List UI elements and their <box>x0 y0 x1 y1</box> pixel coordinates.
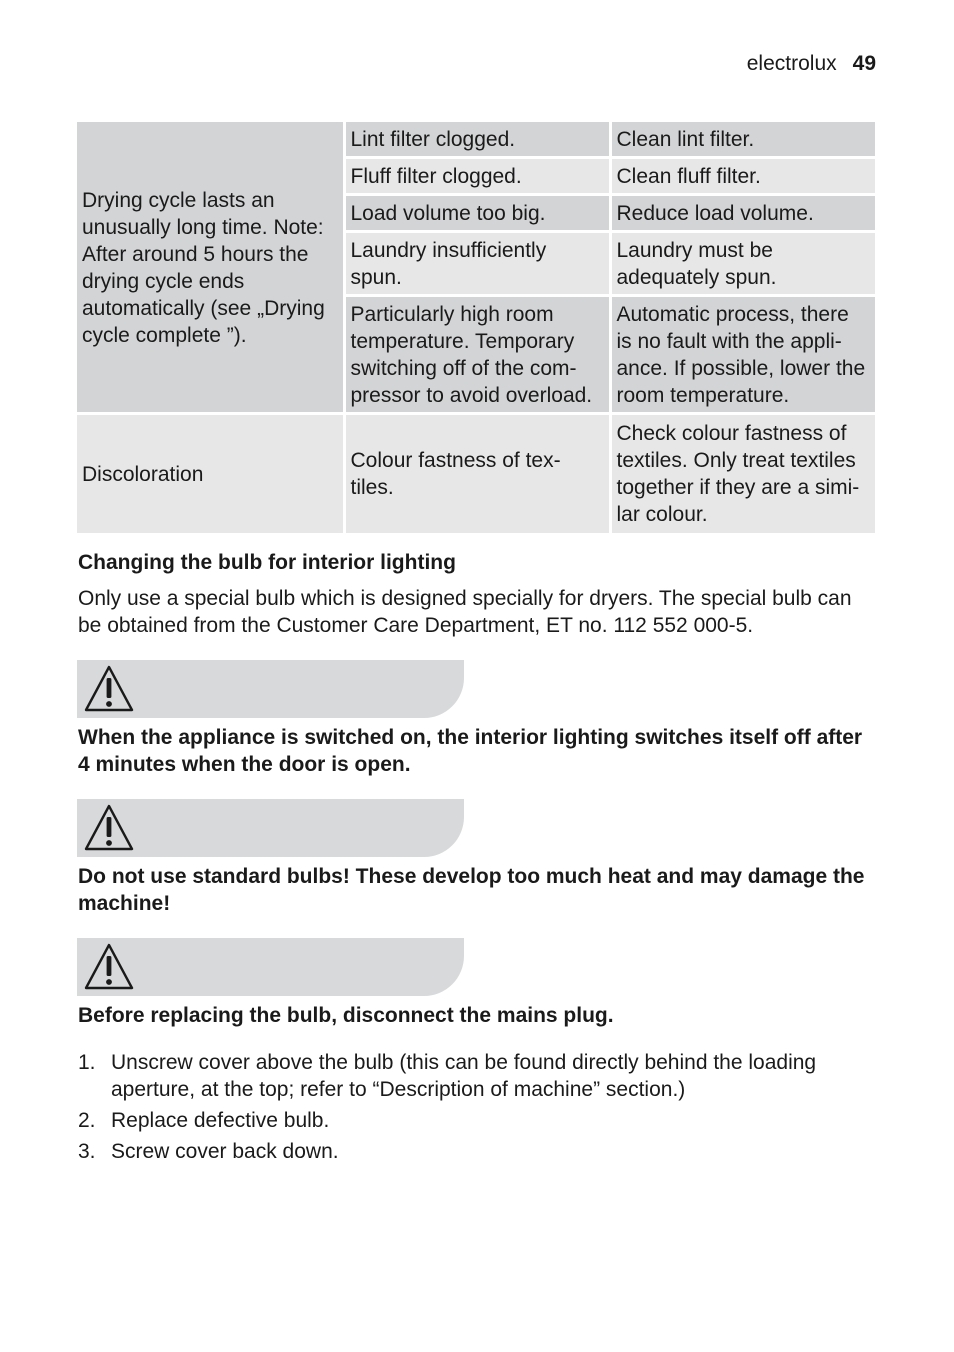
remedy-cell: Clean fluff filter. <box>610 158 875 195</box>
warning-text: Before replacing the bulb, disconnect the mains plug. <box>78 1004 614 1027</box>
remedy-cell: Check colour fastness of textiles. Only treat textiles together if they are a simi-lar colour. <box>610 414 875 533</box>
page-number: 49 <box>852 52 876 75</box>
list-item <box>78 1049 878 1103</box>
table-row <box>77 122 875 158</box>
warning-banner <box>77 938 464 996</box>
list-item <box>78 1107 878 1134</box>
page-header <box>747 52 876 76</box>
section-intro: Only use a special bulb which is designed specially for dryers. The special bulb can be obtained from the Customer Care Department, ET no. 112 552 000-5. <box>78 587 852 637</box>
remedy-cell: Clean lint filter. <box>610 122 875 158</box>
brand-name: electrolux <box>746 52 837 75</box>
problem-cell: Discoloration <box>77 414 344 533</box>
warning-banner <box>77 660 464 718</box>
cause-cell: Lint filter clogged. <box>344 122 610 158</box>
step-number: 3. <box>78 1140 96 1163</box>
remedy-cell: Reduce load volume. <box>610 195 875 232</box>
cause-cell: Particularly high room temperature. Temporary switching off of the com-pressor to avoid overload. <box>344 296 610 414</box>
problem-cell: Drying cycle lasts an unusually long time. Note: After around 5 hours the drying cycle ends automatically (see „Drying cycle complete ”). <box>77 122 344 414</box>
cause-cell: Fluff filter clogged. <box>344 158 610 195</box>
list-item <box>78 1138 878 1165</box>
warning-text: When the appliance is switched on, the interior lighting switches itself off after 4 minutes when the door is open. <box>78 726 863 776</box>
warning-triangle-icon <box>83 942 135 992</box>
troubleshooting-table <box>77 122 875 533</box>
remedy-cell: Laundry must be adequately spun. <box>610 232 875 296</box>
step-text: Replace defective bulb. <box>111 1109 330 1132</box>
cause-cell: Colour fastness of tex-tiles. <box>344 414 610 533</box>
steps-list <box>78 1049 878 1169</box>
warning-banner <box>77 799 464 857</box>
warning-triangle-icon <box>83 664 135 714</box>
table-row <box>77 414 875 533</box>
step-text: Unscrew cover above the bulb (this can be found directly behind the loading aperture, at the top; refer to “Description of machine” section.) <box>111 1051 817 1101</box>
step-number: 2. <box>78 1109 96 1132</box>
warning-triangle-icon <box>83 803 135 853</box>
cause-cell: Laundry insufficiently spun. <box>344 232 610 296</box>
step-text: Screw cover back down. <box>111 1140 339 1163</box>
cause-cell: Load volume too big. <box>344 195 610 232</box>
remedy-cell: Automatic process, there is no fault with the appli-ance. If possible, lower the room temperature. <box>610 296 875 414</box>
section-title: Changing the bulb for interior lighting <box>78 551 456 574</box>
warning-text: Do not use standard bulbs! These develop too much heat and may damage the machine! <box>78 865 865 915</box>
step-number: 1. <box>78 1051 96 1074</box>
